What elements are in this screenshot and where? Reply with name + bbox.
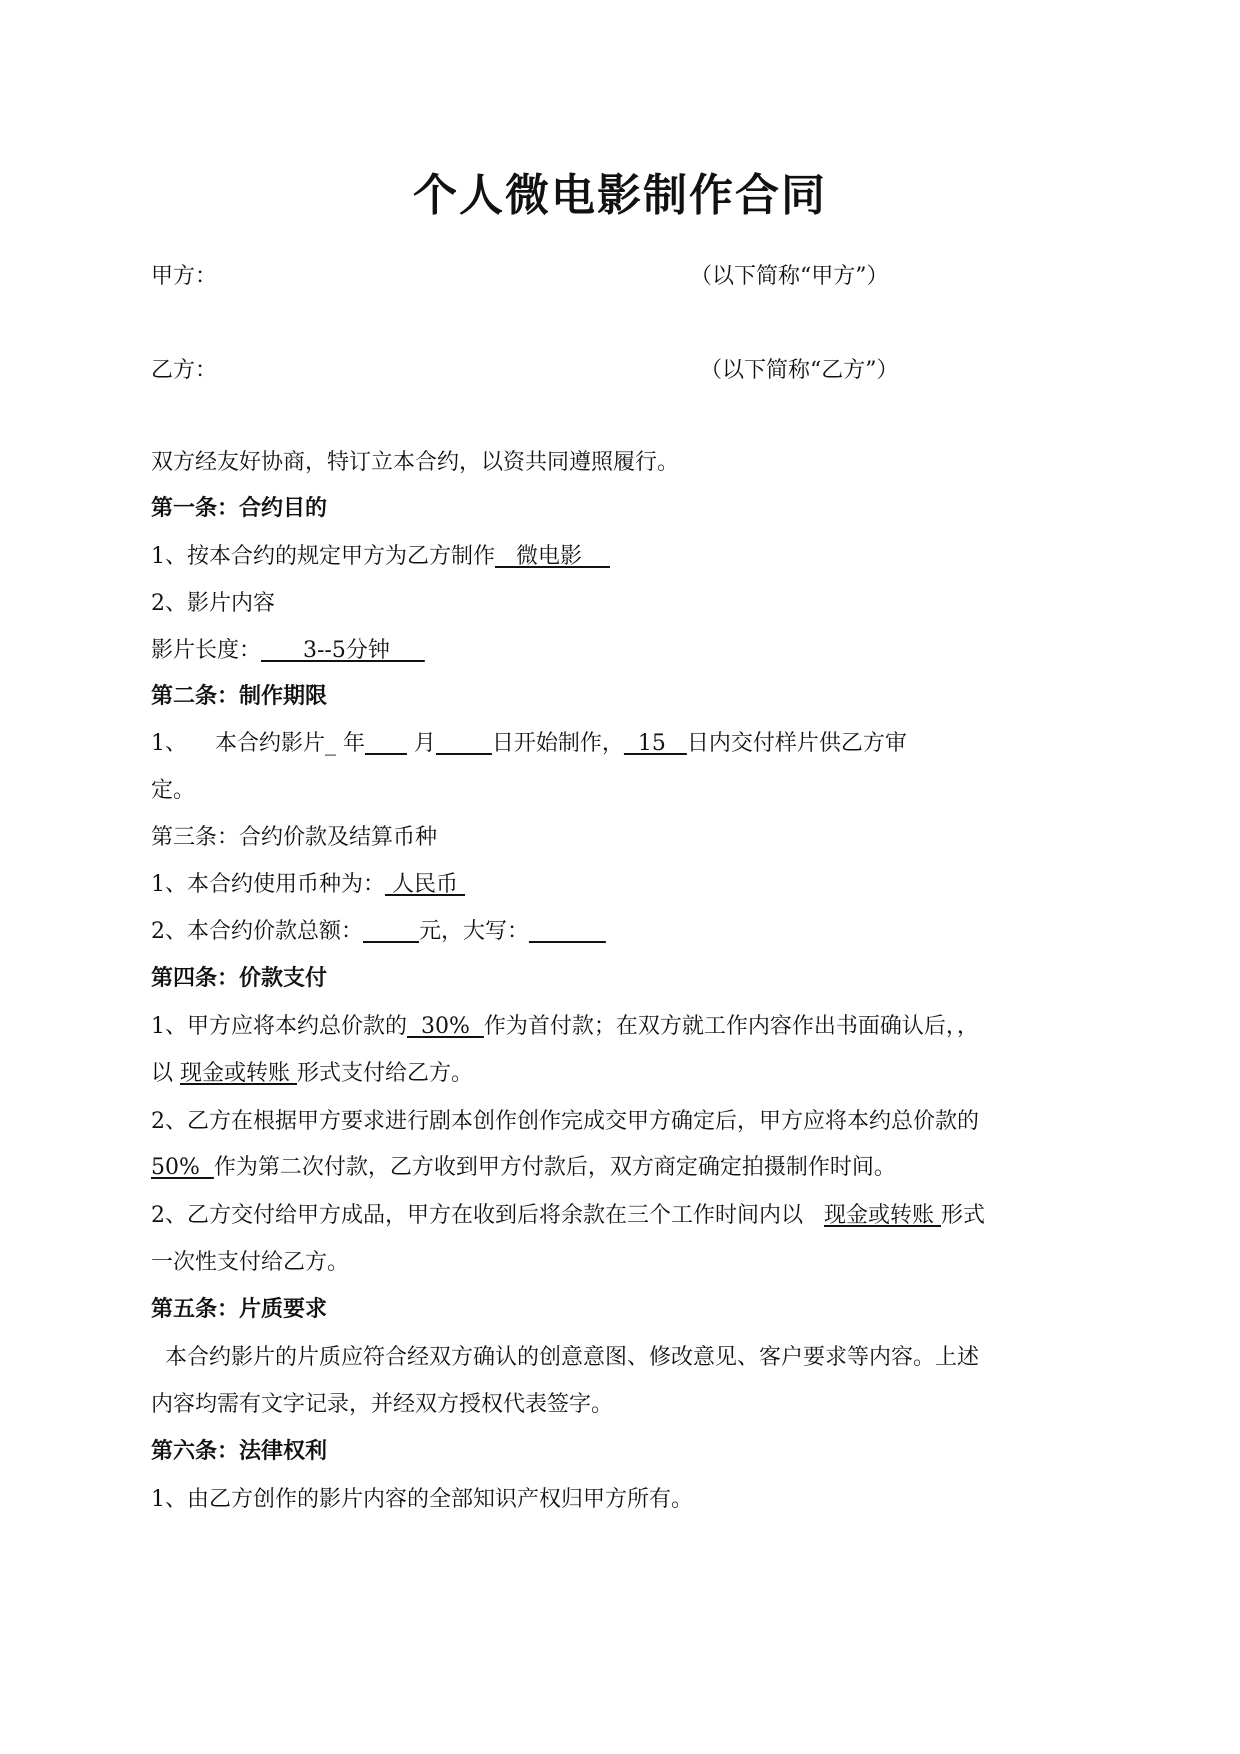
film-length-value: 3--5分钟: [261, 638, 425, 663]
start-month-blank: [365, 731, 407, 756]
party-a-label: 甲方：: [151, 264, 218, 289]
article4-text-b: 作为首付款；在双方就工作内容作出书面确认后，，: [483, 1014, 979, 1039]
article2-text-b: 月: [406, 731, 436, 756]
party-b-note: （以下简称“乙方”）: [700, 358, 899, 383]
article6-item1: 1、由乙方创作的影片内容的全部知识产权归甲方所有。: [151, 1487, 693, 1512]
article2-item1: [151, 729, 907, 759]
article4-text-d: 形式支付给乙方。: [297, 1061, 474, 1086]
article4-text-g: 形式: [940, 1203, 985, 1228]
film-length-label: 影片长度：: [151, 638, 262, 663]
article5-paragraph: 本合约影片的片质应符合经双方确认的创意意图、修改意见、客户要求等内容。上述: [151, 1345, 979, 1370]
delivery-days-value: 15: [623, 731, 687, 756]
article2-text-d: 日内交付样片供乙方审: [686, 731, 907, 756]
film-type-value: 微电影: [495, 544, 610, 569]
total-label: 2、本合约价款总额：: [151, 919, 363, 944]
total-caps-label: 元，大写：: [418, 919, 529, 944]
article4-item1-cont: [151, 1059, 473, 1089]
article3-item2: [151, 917, 606, 947]
total-amount-blank: [363, 919, 419, 944]
film-length-line: [151, 636, 425, 666]
payment-method-2: 现金或转账: [823, 1203, 941, 1228]
article2-text-c: 日开始制作，: [491, 731, 624, 756]
article2-heading: 第二条：制作期限: [151, 684, 328, 709]
currency-label: 1、本合约使用币种为：: [151, 872, 385, 897]
article1-item1: [151, 542, 610, 572]
party-b-label: 乙方：: [151, 358, 218, 383]
currency-value: 人民币: [385, 872, 465, 897]
total-caps-blank: [529, 919, 606, 944]
article4-text-f: 2、乙方交付给甲方成品，甲方在收到后将余款在三个工作时间内以: [151, 1203, 824, 1228]
article5-heading: 第五条：片质要求: [151, 1297, 328, 1322]
article4-item2: 2、乙方在根据甲方要求进行剧本创作创作完成交甲方确定后，甲方应将本约总价款的: [151, 1109, 979, 1134]
article1-heading: 第一条：合约目的: [151, 496, 328, 521]
article4-item3: [151, 1201, 985, 1231]
article3-item1: [151, 870, 465, 900]
article4-item3-cont: 一次性支付给乙方。: [151, 1250, 350, 1275]
article4-item1: [151, 1012, 979, 1042]
contract-title: 个人微电影制作合同: [413, 170, 827, 221]
article2-text-a: 1、 本合约影片_ 年: [151, 731, 365, 756]
article4-heading: 第四条：价款支付: [151, 966, 328, 991]
article6-heading: 第六条：法律权利: [151, 1439, 328, 1464]
article4-text-a: 1、甲方应将本约总价款的: [151, 1014, 407, 1039]
payment-method-1: 现金或转账: [180, 1061, 297, 1086]
article4-text-c: 以: [151, 1061, 180, 1086]
intro-paragraph: 双方经友好协商，特订立本合约，以资共同遵照履行。: [151, 450, 680, 475]
start-day-blank: [436, 731, 492, 756]
second-payment-percent: 50%: [151, 1155, 214, 1180]
article4-item2-cont: [151, 1153, 896, 1183]
article1-item2: 2、影片内容: [151, 591, 275, 616]
article3-heading: 第三条：合约价款及结算币种: [151, 825, 438, 850]
article4-text-e: 作为第二次付款，乙方收到甲方付款后，双方商定确定拍摄制作时间。: [213, 1155, 896, 1180]
party-a-note: （以下简称“甲方”）: [690, 264, 889, 289]
article1-item1-text: 1、按本合约的规定甲方为乙方制作: [151, 544, 495, 569]
article2-item1-cont: 定。: [151, 778, 196, 803]
down-payment-percent: 30%: [407, 1014, 484, 1039]
article5-paragraph-cont: 内容均需有文字记录，并经双方授权代表签字。: [151, 1392, 614, 1417]
